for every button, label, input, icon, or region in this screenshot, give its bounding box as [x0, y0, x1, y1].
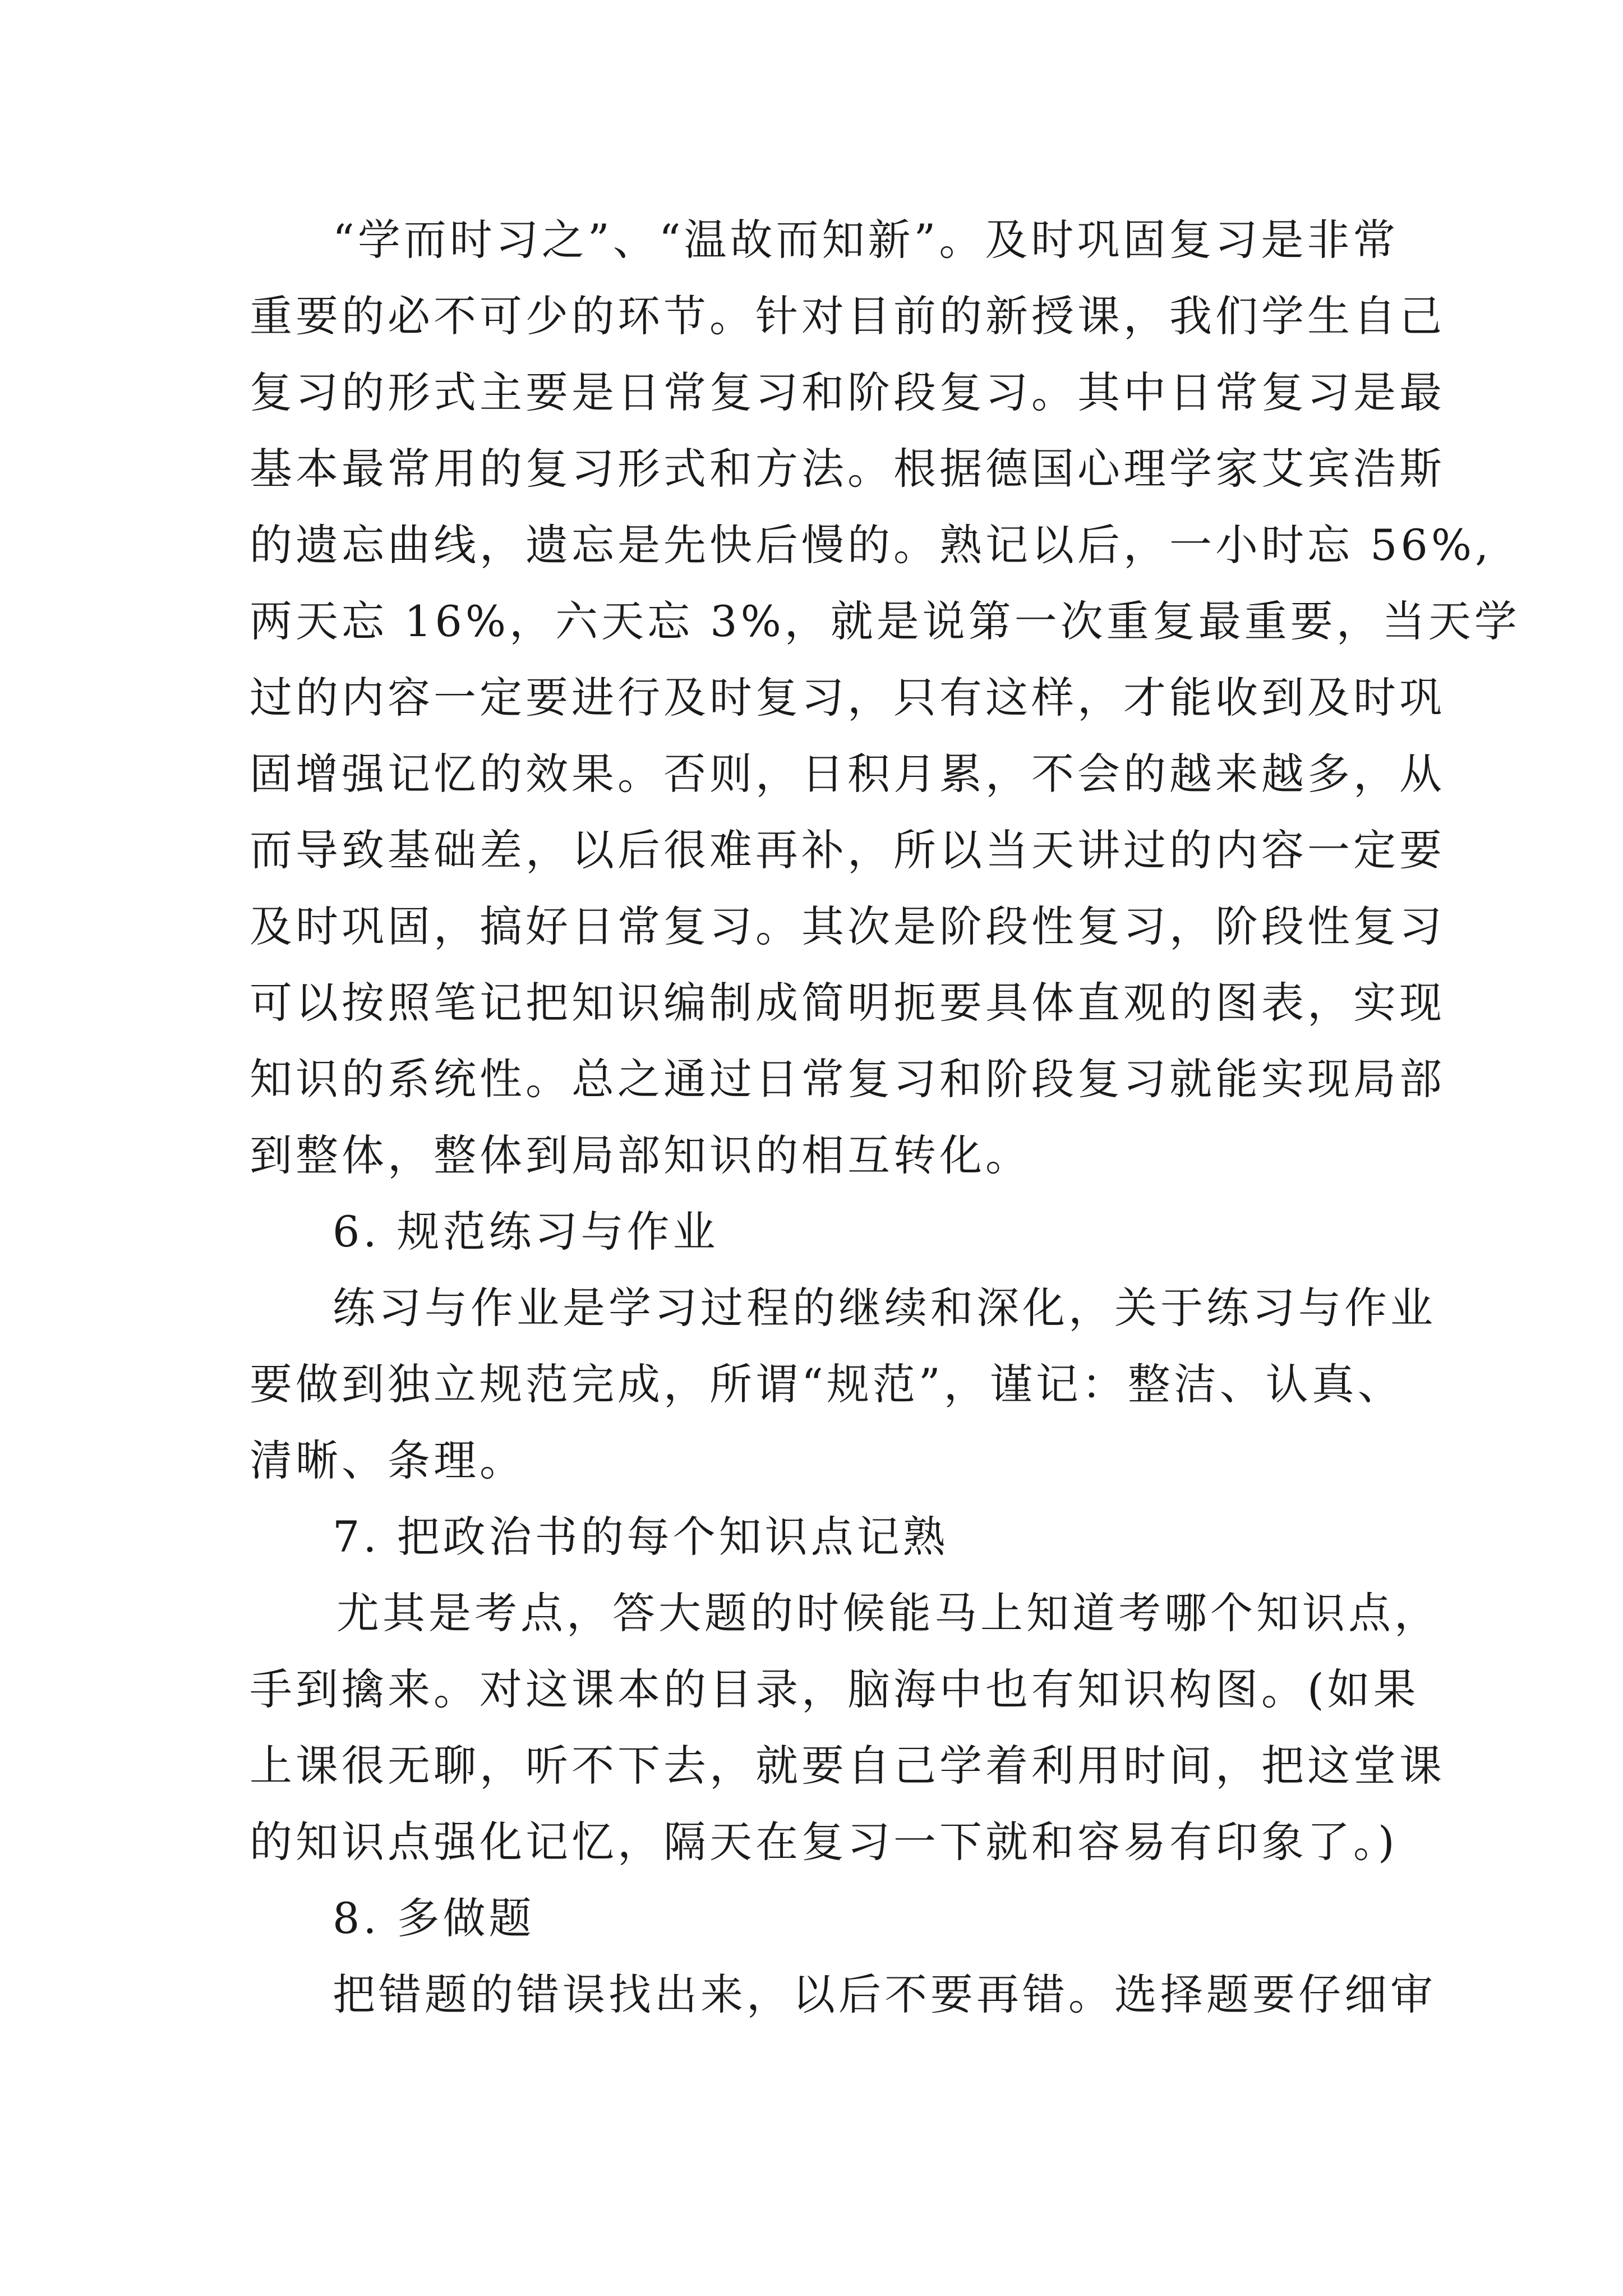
paragraph-line: 两天忘 16%，六天忘 3%，就是说第一次重复最重要，当天学	[250, 596, 1520, 646]
paragraph-line: 练习与作业是学习过程的继续和深化，关于练习与作业	[333, 1283, 1436, 1333]
paragraph-line: 及时巩固，搞好日常复习。其次是阶段性复习，阶段性复习	[250, 901, 1445, 951]
paragraph-line: 可以按照笔记把知识编制成简明扼要具体直观的图表，实现	[250, 978, 1445, 1028]
paragraph-line: 固增强记忆的效果。否则，日积月累，不会的越来越多，从	[250, 749, 1445, 799]
paragraph-line: 过的内容一定要进行及时复习，只有这样，才能收到及时巩	[250, 673, 1445, 723]
paragraph-line: 尤其是考点，答大题的时候能马上知道考哪个知识点，	[336, 1588, 1440, 1638]
paragraph-line: 而导致基础差，以后很难再补，所以当天讲过的内容一定要	[250, 825, 1445, 875]
paragraph-line: 复习的形式主要是日常复习和阶段复习。其中日常复习是最	[250, 367, 1445, 417]
paragraph-line: 清晰、条理。	[250, 1435, 525, 1485]
paragraph-line: “学而时习之”、“温故而知新”。及时巩固复习是非常	[333, 215, 1399, 265]
paragraph-line: 要做到独立规范完成，所谓“规范”，谨记：整洁、认真、	[250, 1359, 1404, 1409]
paragraph-line: 的遗忘曲线，遗忘是先快后慢的。熟记以后，一小时忘 56%,	[250, 520, 1492, 570]
paragraph-line: 上课很无聊，听不下去，就要自己学着利用时间，把这堂课	[250, 1741, 1445, 1791]
paragraph-line: 知识的系统性。总之通过日常复习和阶段复习就能实现局部	[250, 1054, 1445, 1104]
paragraph-line: 手到擒来。对这课本的目录，脑海中也有知识构图。(如果	[250, 1664, 1419, 1714]
section-heading: 6. 规范练习与作业	[333, 1207, 719, 1257]
paragraph-line: 重要的必不可少的环节。针对目前的新授课，我们学生自己	[250, 291, 1445, 341]
section-heading: 7. 把政治书的每个知识点记熟	[333, 1512, 949, 1562]
paragraph-line: 到整体，整体到局部知识的相互转化。	[250, 1130, 1031, 1180]
paragraph-line: 基本最常用的复习形式和方法。根据德国心理学家艾宾浩斯	[250, 444, 1445, 494]
document-body	[250, 202, 1520, 2033]
paragraph-line: 把错题的错误找出来，以后不要再错。选择题要仔细审	[333, 1970, 1436, 2019]
section-heading: 8. 多做题	[333, 1893, 535, 1943]
paragraph-line: 的知识点强化记忆，隔天在复习一下就和容易有印象了。)	[250, 1817, 1398, 1867]
